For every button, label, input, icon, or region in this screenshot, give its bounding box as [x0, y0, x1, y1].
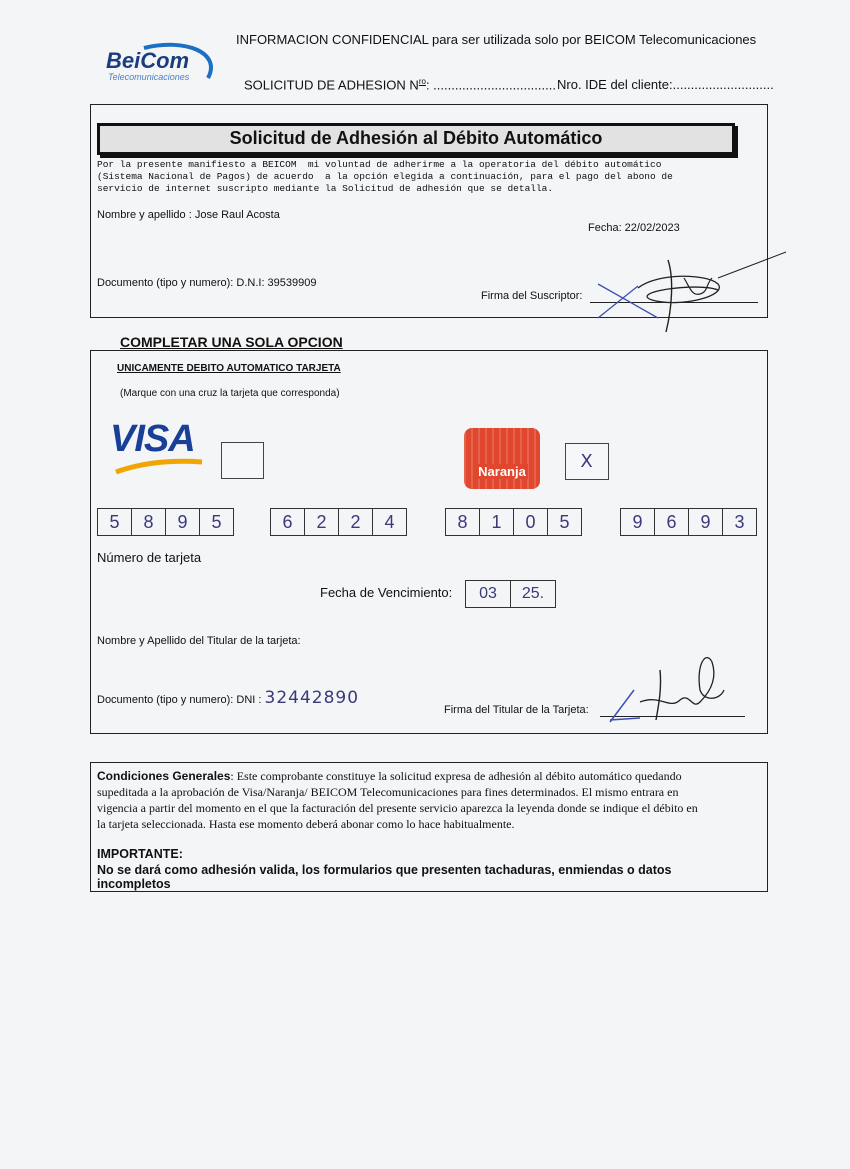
- client-id: Nro. IDE del cliente:............................: [557, 77, 774, 92]
- warning-line-1: No se dará como adhesión valida, los formularios que presenten tachaduras, enmiendas o datos: [97, 863, 672, 877]
- subscriber-signature-label: Firma del Suscriptor:: [481, 290, 583, 302]
- card-digit: 8: [446, 509, 480, 535]
- intro-line-3: servicio de internet suscripto mediante la Solicitud de adhesión que se detalla.: [97, 183, 554, 194]
- warning-text: [97, 863, 671, 891]
- confidential-notice: INFORMACION CONFIDENCIAL para ser utilizada solo por BEICOM Telecomunicaciones: [236, 32, 757, 47]
- card-number-group-2[interactable]: [270, 508, 407, 536]
- naranja-logo-text: Naranja: [478, 464, 526, 479]
- card-digit: 9: [621, 509, 655, 535]
- card-digit: 2: [305, 509, 339, 535]
- card-digit: 6: [655, 509, 689, 535]
- subscriber-name: Nombre y apellido : Jose Raul Acosta: [97, 209, 280, 221]
- card-digit: 3: [734, 511, 745, 532]
- card-digit: 4: [384, 511, 395, 532]
- options-instruction: (Marque con una cruz la tarjeta que corresponda): [120, 388, 340, 399]
- logo-subtext: Telecomunicaciones: [108, 72, 190, 82]
- card-digit: 5: [211, 511, 222, 532]
- expiry-label: Fecha de Vencimiento:: [320, 585, 453, 600]
- conditions-line-4: la tarjeta seleccionada. Hasta ese momento deberá abonar como lo hace habitualmente.: [97, 817, 515, 831]
- naranja-check-mark: X: [580, 451, 594, 472]
- card-digit: 0: [514, 509, 548, 535]
- subscriber-document: Documento (tipo y numero): D.N.I: 39539909: [97, 277, 317, 289]
- solicitud-label: SOLICITUD DE ADHESION N: [244, 77, 419, 93]
- form-date: Fecha: 22/02/2023: [588, 222, 680, 234]
- conditions-line-1: [97, 768, 761, 784]
- holder-document-label: Documento (tipo y numero): DNI :: [97, 694, 265, 706]
- expiry-year: 25.: [521, 585, 545, 602]
- holder-signature: [600, 640, 740, 728]
- solicitud-number: [244, 77, 556, 92]
- card-number-group-1[interactable]: [97, 508, 234, 536]
- card-digit: 5: [559, 511, 570, 532]
- card-digit: 6: [271, 509, 305, 535]
- card-digit: 8: [132, 509, 166, 535]
- visa-swoosh-icon: [114, 458, 204, 476]
- beicom-logo: [104, 40, 216, 86]
- intro-text: [97, 159, 673, 195]
- card-number-group-3[interactable]: [445, 508, 582, 536]
- conditions-line-1-text: : Este comprobante constituye la solicitud expresa de adhesión al débito automático quedando: [230, 769, 682, 783]
- options-subheading: UNICAMENTE DEBITO AUTOMATICO TARJETA: [117, 363, 341, 374]
- card-digit: 9: [689, 509, 723, 535]
- logo-text: BeiCom: [106, 48, 190, 73]
- visa-logo: [110, 418, 202, 480]
- holder-document-value: 32442890: [264, 688, 360, 708]
- intro-line-2: (Sistema Nacional de Pagos) de acuerdo a la opción elegida a continuación, para el pago del abono de: [97, 171, 673, 182]
- holder-signature-label: Firma del Titular de la Tarjeta:: [444, 704, 589, 716]
- visa-checkbox[interactable]: [221, 442, 264, 479]
- visa-logo-text: VISA: [110, 418, 195, 460]
- conditions-title: Condiciones Generales: [97, 769, 231, 783]
- options-heading: COMPLETAR UNA SOLA OPCION: [120, 334, 343, 350]
- naranja-checkbox[interactable]: [565, 443, 609, 480]
- card-digit: 1: [480, 509, 514, 535]
- conditions-line-2: supeditada a la aprobación de Visa/Naranja/ BEICOM Telecomunicaciones para fines determinados. El mismo entrara en: [97, 785, 679, 799]
- naranja-logo: [464, 428, 540, 489]
- warning-line-2: incompletos: [97, 877, 171, 891]
- subscriber-signature: [588, 248, 788, 334]
- solicitud-dots: : ..................................: [425, 77, 556, 93]
- expiry-field[interactable]: [465, 580, 556, 608]
- card-digit: 5: [98, 509, 132, 535]
- conditions-line-3: vigencia a partir del momento en el que la facturación del presente servicio aparezca la leyenda donde se indique el débito en: [97, 801, 698, 815]
- form-title: Solicitud de Adhesión al Débito Automático: [97, 123, 735, 155]
- expiry-month: 03: [466, 581, 511, 607]
- card-digit: 2: [339, 509, 373, 535]
- solicitud-sup: ro: [418, 77, 426, 86]
- intro-line-1: Por la presente manifiesto a BEICOM mi voluntad de adherirme a la operatoria del débito automático: [97, 159, 662, 170]
- importante-label: IMPORTANTE:: [97, 847, 183, 861]
- card-number-group-4[interactable]: [620, 508, 757, 536]
- holder-name-label: Nombre y Apellido del Titular de la tarjeta:: [97, 635, 301, 647]
- holder-document: [97, 688, 359, 708]
- card-digit: 9: [166, 509, 200, 535]
- card-number-label: Número de tarjeta: [97, 550, 202, 565]
- conditions-text: [97, 768, 761, 832]
